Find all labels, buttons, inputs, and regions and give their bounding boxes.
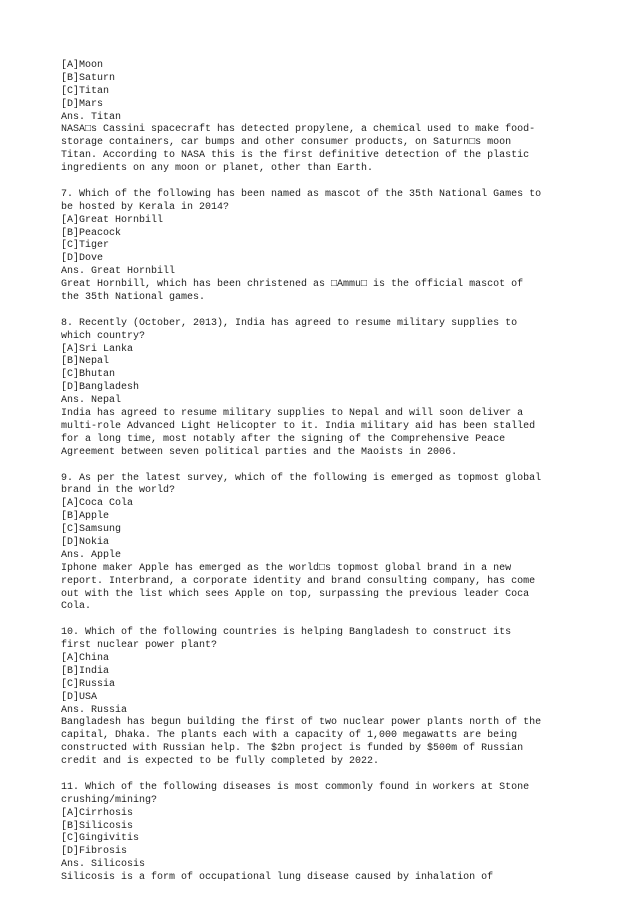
text-line: [A]Cirrhosis [61,807,134,819]
paragraph-gap [61,769,601,782]
text-line: Cola. [61,601,92,613]
text-line: Ans. Titan [61,111,122,123]
question-block [61,318,601,460]
text-line: [D]Bangladesh [61,382,140,394]
text-line: which country? [61,330,146,342]
text-line: 11. Which of the following diseases is most commonly found in workers at Stone [61,781,530,793]
text-line: [B]Saturn [61,72,116,84]
text-line: credit and is expected to be fully completed by 2022. [61,756,380,768]
paragraph-gap [61,305,601,318]
text-line: 7. Which of the following has been named as mascot of the 35th National Games to [61,188,542,200]
paragraph-gap [61,460,601,473]
question-block [61,473,601,615]
text-line: [B]Silicosis [61,820,134,832]
text-line: [A]Great Hornbill [61,214,164,226]
text-line: Ans. Nepal [61,395,122,407]
text-line: [C]Bhutan [61,369,116,381]
text-line: [C]Titan [61,85,110,97]
text-line: multi-role Advanced Light Helicopter to it. India military aid has been stalled [61,420,536,432]
text-line: [A]Moon [61,60,104,71]
text-line: NASA□s Cassini spacecraft has detected propylene, a chemical used to make food- [61,124,536,136]
text-line: [A]Sri Lanka [61,343,134,355]
text-line: capital, Dhaka. The plants each with a capacity of 1,000 megawatts are being [61,730,518,742]
text-line: the 35th National games. [61,292,206,304]
text-line: [D]Nokia [61,536,110,548]
text-line: [C]Tiger [61,240,110,252]
text-line: Ans. Russia [61,704,128,716]
text-line: crushing/mining? [61,794,158,806]
text-line: [C]Samsung [61,524,122,536]
text-line: 8. Recently (October, 2013), India has agreed to resume military supplies to [61,317,518,329]
text-line: Great Hornbill, which has been christened as □Ammu□ is the official mascot of [61,279,524,291]
text-line: storage containers, car bumps and other consumer products, on Saturn□s moon [61,137,512,149]
text-line: [D]Mars [61,98,104,110]
text-line: Silicosis is a form of occupational lung disease caused by inhalation of [61,872,494,884]
text-line: [D]USA [61,691,98,703]
text-line: constructed with Russian help. The $2bn project is funded by $500m of Russian [61,743,524,755]
text-line: Titan. According to NASA this is the first definitive detection of the plastic [61,150,530,162]
text-line: Ans. Silicosis [61,859,146,871]
text-line: [C]Russia [61,678,116,690]
text-line: ingredients on any moon or planet, other than Earth. [61,163,374,175]
question-block [61,627,601,769]
text-line: [C]Gingivitis [61,833,140,845]
text-line: [B]Peacock [61,227,122,239]
text-line: [A]Coca Cola [61,498,134,510]
text-line: 10. Which of the following countries is helping Bangladesh to construct its [61,627,512,639]
text-line: out with the list which sees Apple on top, surpassing the previous leader Coca [61,588,530,600]
text-line: Bangladesh has begun building the first of two nuclear power plants north of the [61,717,542,729]
text-line: [D]Dove [61,253,104,265]
paragraph-gap [61,614,601,627]
text-line: 9. As per the latest survey, which of the following is emerged as topmost global [61,472,542,484]
text-line: first nuclear power plant? [61,640,218,652]
text-line: Ans. Great Hornbill [61,266,176,278]
question-block [61,189,601,305]
question-block [61,782,601,885]
text-line: Iphone maker Apple has emerged as the world□s topmost global brand in a new [61,562,512,574]
text-line: be hosted by Kerala in 2014? [61,201,230,213]
text-line: brand in the world? [61,485,176,497]
text-line: India has agreed to resume military supplies to Nepal and will soon deliver a [61,408,524,420]
text-line: [B]Apple [61,511,110,523]
text-line: [B]India [61,665,110,677]
text-line: Ans. Apple [61,549,122,561]
text-line: for a long time, most notably after the signing of the Comprehensive Peace [61,433,506,445]
text-line: [A]China [61,652,110,664]
text-line: Agreement between seven political parties and the Maoists in 2006. [61,446,458,458]
text-line: [D]Fibrosis [61,846,128,858]
question-continuation [61,60,601,176]
document-page [61,60,601,885]
text-line: [B]Nepal [61,356,110,368]
paragraph-gap [61,176,601,189]
text-line: report. Interbrand, a corporate identity and brand consulting company, has come [61,575,536,587]
